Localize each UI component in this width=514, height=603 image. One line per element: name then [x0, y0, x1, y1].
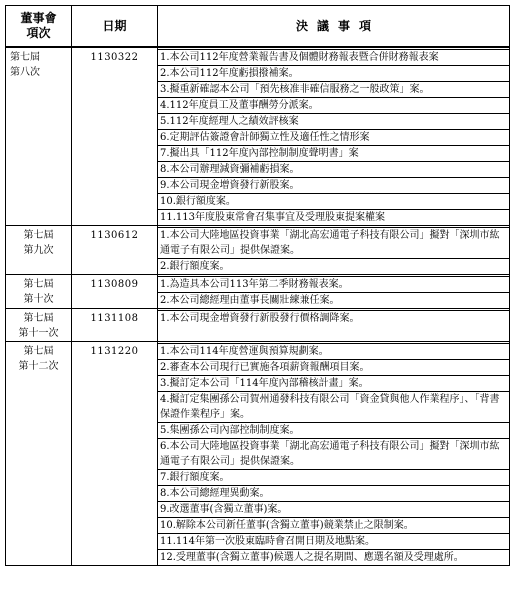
- resolution-item: 4.112年度員工及董事酬勞分派案。: [158, 98, 509, 114]
- resolutions-cell: [158, 47, 510, 226]
- resolution-item: 2.銀行額度案。: [160, 261, 230, 272]
- resolution-item: 10.解除本公司新任董事(含獨立董事)競業禁止之限制案。: [158, 518, 509, 534]
- header-row: [6, 6, 510, 48]
- meeting-row: [6, 342, 510, 566]
- table-body: [6, 47, 510, 566]
- resolution-item: 11.114年第一次股東臨時會召開日期及地點案。: [158, 534, 509, 550]
- resolution-item: 3.擬重新確認本公司「預先核准非確信服務之一般政策」案。: [158, 82, 509, 98]
- resolution-item: 6.定期評估簽證會計師獨立性及適任性之情形案: [158, 130, 509, 146]
- resolution-item: 1.本公司大陸地區投資事業「湖北高宏通電子科技有限公司」擬對「深圳市紘通電子有限公司」提供保證案。: [158, 227, 509, 259]
- resolutions-cell: [158, 309, 510, 342]
- resolution-item: 1.本公司現金增資發行新股發行價格調降案。: [158, 310, 509, 326]
- date-cell: 1130809: [72, 275, 158, 309]
- header-resolutions: 決議事項: [158, 6, 510, 48]
- header-date: 日期: [72, 6, 158, 48]
- resolution-item: 8.本公司總經理異動案。: [158, 486, 509, 502]
- session-cell: 第七屆 第九次: [6, 226, 72, 275]
- resolution-item: 7.擬出具「112年度內部控制制度聲明書」案: [158, 146, 509, 162]
- date-cell: 1130612: [72, 226, 158, 275]
- resolution-item: 5.112年度經理人之績效評核案: [158, 114, 509, 130]
- resolutions-cell: [158, 342, 510, 566]
- board-resolutions-table: [5, 5, 510, 566]
- resolution-item: 1.本公司112年度營業報告書及個體財務報表暨合併財務報表案: [158, 49, 509, 66]
- header-session: 董事會 項次: [6, 6, 72, 48]
- resolution-item: 2.本公司112年度虧損撥補案。: [158, 66, 509, 82]
- resolution-item: 4.擬訂定集團孫公司賀州通發科技有限公司「資金貸與他人作業程序」、「背書保證作業程序」案。: [158, 392, 509, 423]
- resolution-item: 11.113年度股東常會召集事宜及受理股東提案權案: [160, 212, 385, 223]
- resolution-item: 5.集團孫公司內部控制制度案。: [158, 423, 509, 439]
- resolution-item: 10.銀行額度案。: [158, 194, 509, 210]
- session-cell: 第七屆 第八次: [6, 47, 72, 226]
- meeting-row: [6, 47, 510, 226]
- resolution-item: 9.改選董事(含獨立董事)案。: [158, 502, 509, 518]
- meeting-row: [6, 275, 510, 309]
- resolution-item: 2.本公司總經理由董事長關壯練兼任案。: [160, 295, 340, 306]
- date-cell: 1131108: [72, 309, 158, 342]
- resolution-item: 2.審查本公司現行已實施各項薪資報酬項目案。: [158, 360, 509, 376]
- resolution-item: 1.本公司114年度營運與預算規劃案。: [158, 343, 509, 360]
- meeting-row: [6, 226, 510, 275]
- resolution-item: 1.為造具本公司113年第二季財務報表案。: [158, 276, 509, 293]
- meeting-row: [6, 309, 510, 342]
- session-cell: 第七屆 第十二次: [6, 342, 72, 566]
- resolution-item: 7.銀行額度案。: [158, 470, 509, 486]
- resolution-item: 9.本公司現金增資發行新股案。: [158, 178, 509, 194]
- date-cell: 1131220: [72, 342, 158, 566]
- date-cell: 1130322: [72, 47, 158, 226]
- session-cell: 第七屆 第十次: [6, 275, 72, 309]
- resolutions-cell: [158, 226, 510, 275]
- resolution-item: 12.受理董事(含獨立董事)候選人之提名期間、應選名額及受理處所。: [160, 552, 464, 563]
- resolution-item: 8.本公司辦理減資彌補虧損案。: [158, 162, 509, 178]
- resolution-item: 6.本公司大陸地區投資事業「湖北高宏通電子科技有限公司」擬對「深圳市紘通電子有限公司」提供保證案。: [158, 439, 509, 470]
- resolutions-cell: [158, 275, 510, 309]
- session-cell: 第七屆 第十一次: [6, 309, 72, 342]
- document-page: [5, 5, 509, 566]
- resolution-item: 3.擬訂定本公司「114年度內部稽核計畫」案。: [158, 376, 509, 392]
